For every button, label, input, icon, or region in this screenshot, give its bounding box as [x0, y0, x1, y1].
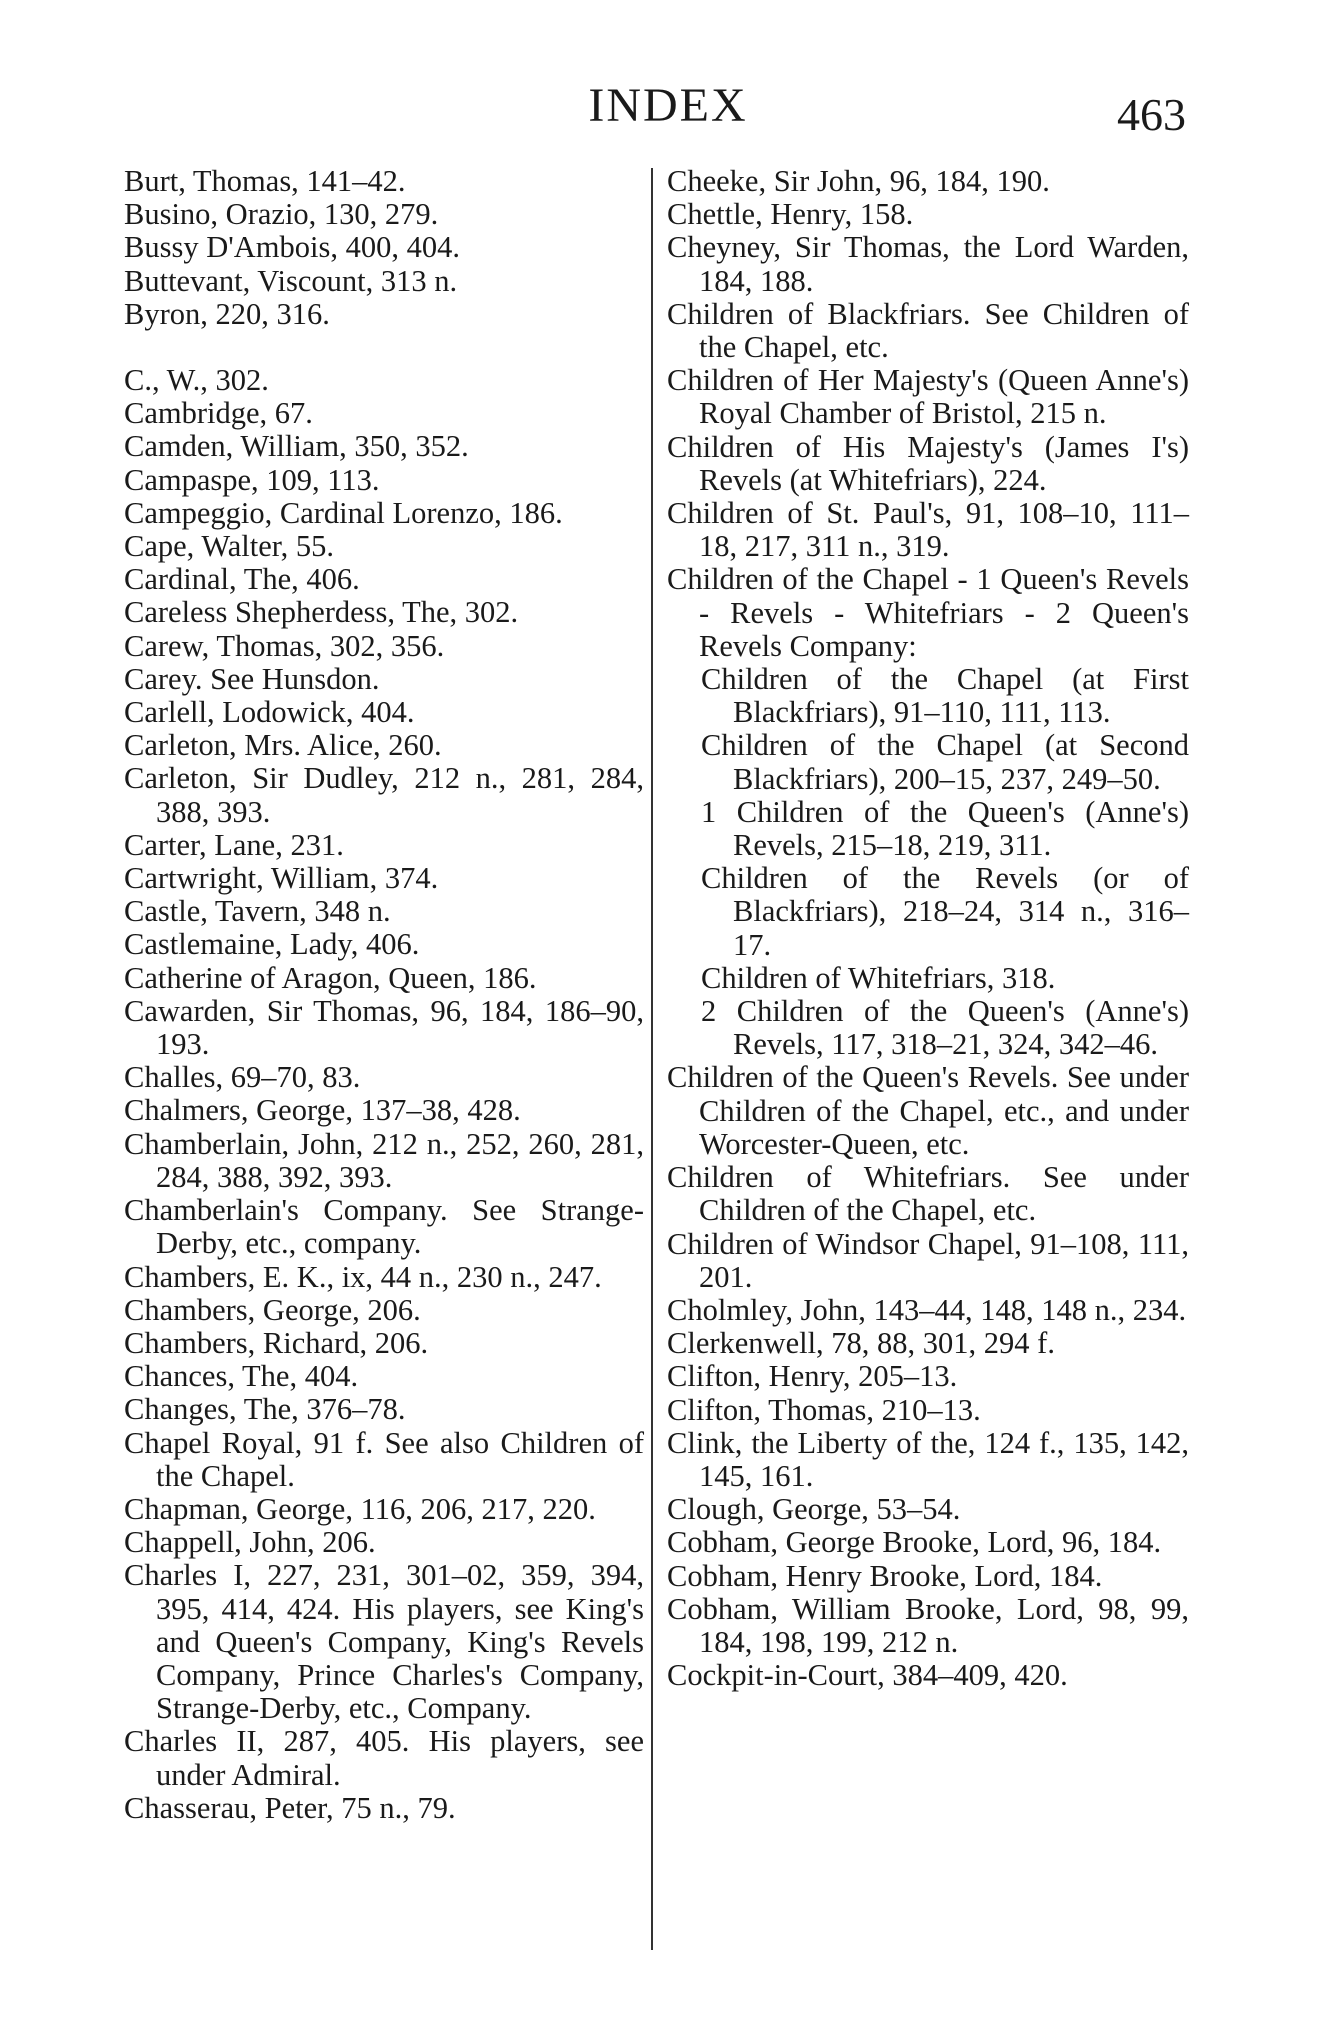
index-subentry: Children of the Chapel (at Second Blackfriars), 200–15, 237, 249–50. [701, 728, 1189, 796]
index-entry: Children of Windsor Chapel, 91–108, 111, 201. [667, 1226, 1189, 1294]
index-entry: Challes, 69–70, 83. [124, 1060, 361, 1095]
index-entry: Children of Blackfriars. See Children of the Chapel, etc. [667, 296, 1189, 365]
index-subentry: 1 Children of the Queen's (Anne's) Revels, 215–18, 219, 311. [701, 794, 1189, 863]
index-entry: Children of the Chapel - 1 Queen's Revels - Revels - Whitefriars - 2 Queen's Revels Company: [667, 562, 1189, 663]
index-entry: Children of Whitefriars. See under Children of the Chapel, etc. [667, 1160, 1189, 1228]
index-entry: Carter, Lane, 231. [124, 827, 344, 862]
index-entry: Clink, the Liberty of the, 124 f., 135, 142, 145, 161. [667, 1425, 1189, 1493]
index-entry: Children of Her Majesty's (Queen Anne's) Royal Chamber of Bristol, 215 n. [667, 363, 1189, 431]
letter-section-gap [124, 331, 644, 364]
index-column-left [124, 165, 644, 1825]
index-entry: Catherine of Aragon, Queen, 186. [124, 960, 537, 995]
index-entry: Careless Shepherdess, The, 302. [124, 595, 519, 630]
index-entry: Charles II, 287, 405. His players, see under Admiral. [124, 1724, 644, 1792]
index-entry: Campeggio, Cardinal Lorenzo, 186. [124, 495, 563, 530]
index-entry: Carleton, Mrs. Alice, 260. [124, 728, 442, 763]
index-entry: Chances, The, 404. [124, 1359, 359, 1394]
index-entry: Clough, George, 53–54. [667, 1492, 961, 1527]
index-column-right [667, 165, 1189, 1692]
index-entry: Castle, Tavern, 348 n. [124, 894, 391, 929]
running-head [0, 78, 1336, 138]
index-entry: Busino, Orazio, 130, 279. [124, 197, 439, 232]
index-entry: Changes, The, 376–78. [124, 1392, 406, 1427]
index-entry: Clifton, Thomas, 210–13. [667, 1392, 981, 1427]
index-entry: Cawarden, Sir Thomas, 96, 184, 186–90, 193. [124, 993, 644, 1062]
index-entry: C., W., 302. [124, 363, 269, 398]
index-entry: Cardinal, The, 406. [124, 562, 360, 597]
index-entry: Chambers, Richard, 206. [124, 1325, 429, 1360]
index-entry: Chettle, Henry, 158. [667, 197, 914, 232]
index-entry: Cobham, William Brooke, Lord, 98, 99, 184, 198, 199, 212 n. [667, 1591, 1189, 1659]
index-entry: Cockpit-in-Court, 384–409, 420. [667, 1658, 1068, 1693]
index-entry: Chambers, George, 206. [124, 1292, 421, 1327]
index-entry: Clerkenwell, 78, 88, 301, 294 f. [667, 1326, 1055, 1361]
index-entry: Carew, Thomas, 302, 356. [124, 628, 445, 663]
index-entry: Chapel Royal, 91 f. See also Children of the Chapel. [124, 1425, 644, 1493]
index-entry: Carey. See Hunsdon. [124, 661, 380, 696]
index-entry: Burt, Thomas, 141–42. [124, 164, 406, 198]
index-entry: Campaspe, 109, 113. [124, 462, 380, 497]
index-entry: Chambers, E. K., ix, 44 n., 230 n., 247. [124, 1259, 602, 1294]
page-number: 463 [1117, 89, 1186, 140]
index-entry: Cholmley, John, 143–44, 148, 148 n., 234. [667, 1292, 1187, 1327]
index-entry: Cobham, Henry Brooke, Lord, 184. [667, 1558, 1103, 1593]
index-entry: Chappell, John, 206. [124, 1525, 376, 1560]
index-entry: Charles I, 227, 231, 301–02, 359, 394, 395, 414, 424. His players, see King's and Queen's Company, King's Revels Company, Prince Charles's Company, Strange-Derby, etc., Company. [124, 1558, 644, 1726]
index-entry: Bussy D'Ambois, 400, 404. [124, 230, 460, 265]
index-entry: Cape, Walter, 55. [124, 529, 335, 564]
index-entry: Cartwright, William, 374. [124, 861, 439, 896]
index-entry: Byron, 220, 316. [124, 296, 330, 331]
index-entry: Clifton, Henry, 205–13. [667, 1359, 958, 1394]
index-entry: Chamberlain, John, 212 n., 252, 260, 281, 284, 388, 392, 393. [124, 1126, 644, 1194]
index-entry: Chasserau, Peter, 75 n., 79. [124, 1790, 456, 1825]
page-title: INDEX [588, 79, 748, 132]
index-entry: Children of the Queen's Revels. See under Children of the Chapel, etc., and under Worcester-Queen, etc. [667, 1060, 1189, 1161]
index-subentry: Children of the Chapel (at First Blackfriars), 91–110, 111, 113. [701, 662, 1189, 730]
index-entry: Cheyney, Sir Thomas, the Lord Warden, 184, 188. [667, 230, 1189, 298]
index-entry: Carleton, Sir Dudley, 212 n., 281, 284, 388, 393. [124, 761, 644, 829]
index-entry: Chalmers, George, 137–38, 428. [124, 1093, 521, 1128]
index-entry: Chamberlain's Company. See Strange-Derby, etc., company. [124, 1193, 644, 1261]
index-entry: Children of St. Paul's, 91, 108–10, 111–18, 217, 311 n., 319. [667, 496, 1189, 564]
column-divider [651, 168, 653, 1950]
index-entry: Cambridge, 67. [124, 396, 313, 431]
index-entry: Chapman, George, 116, 206, 217, 220. [124, 1491, 596, 1526]
index-entry: Children of His Majesty's (James I's) Revels (at Whitefriars), 224. [667, 429, 1189, 497]
index-subentry: 2 Children of the Queen's (Anne's) Revels, 117, 318–21, 324, 342–46. [701, 994, 1189, 1062]
index-entry: Buttevant, Viscount, 313 n. [124, 263, 458, 298]
index-entry: Carlell, Lodowick, 404. [124, 695, 415, 730]
index-entry: Camden, William, 350, 352. [124, 429, 469, 464]
index-entry: Cobham, George Brooke, Lord, 96, 184. [667, 1525, 1162, 1560]
index-subentry: Children of the Revels (or of Blackfriars), 218–24, 314 n., 316–17. [701, 861, 1189, 962]
index-entry: Castlemaine, Lady, 406. [124, 927, 420, 962]
index-subentry: Children of Whitefriars, 318. [701, 960, 1056, 995]
index-entry: Cheeke, Sir John, 96, 184, 190. [667, 164, 1050, 198]
